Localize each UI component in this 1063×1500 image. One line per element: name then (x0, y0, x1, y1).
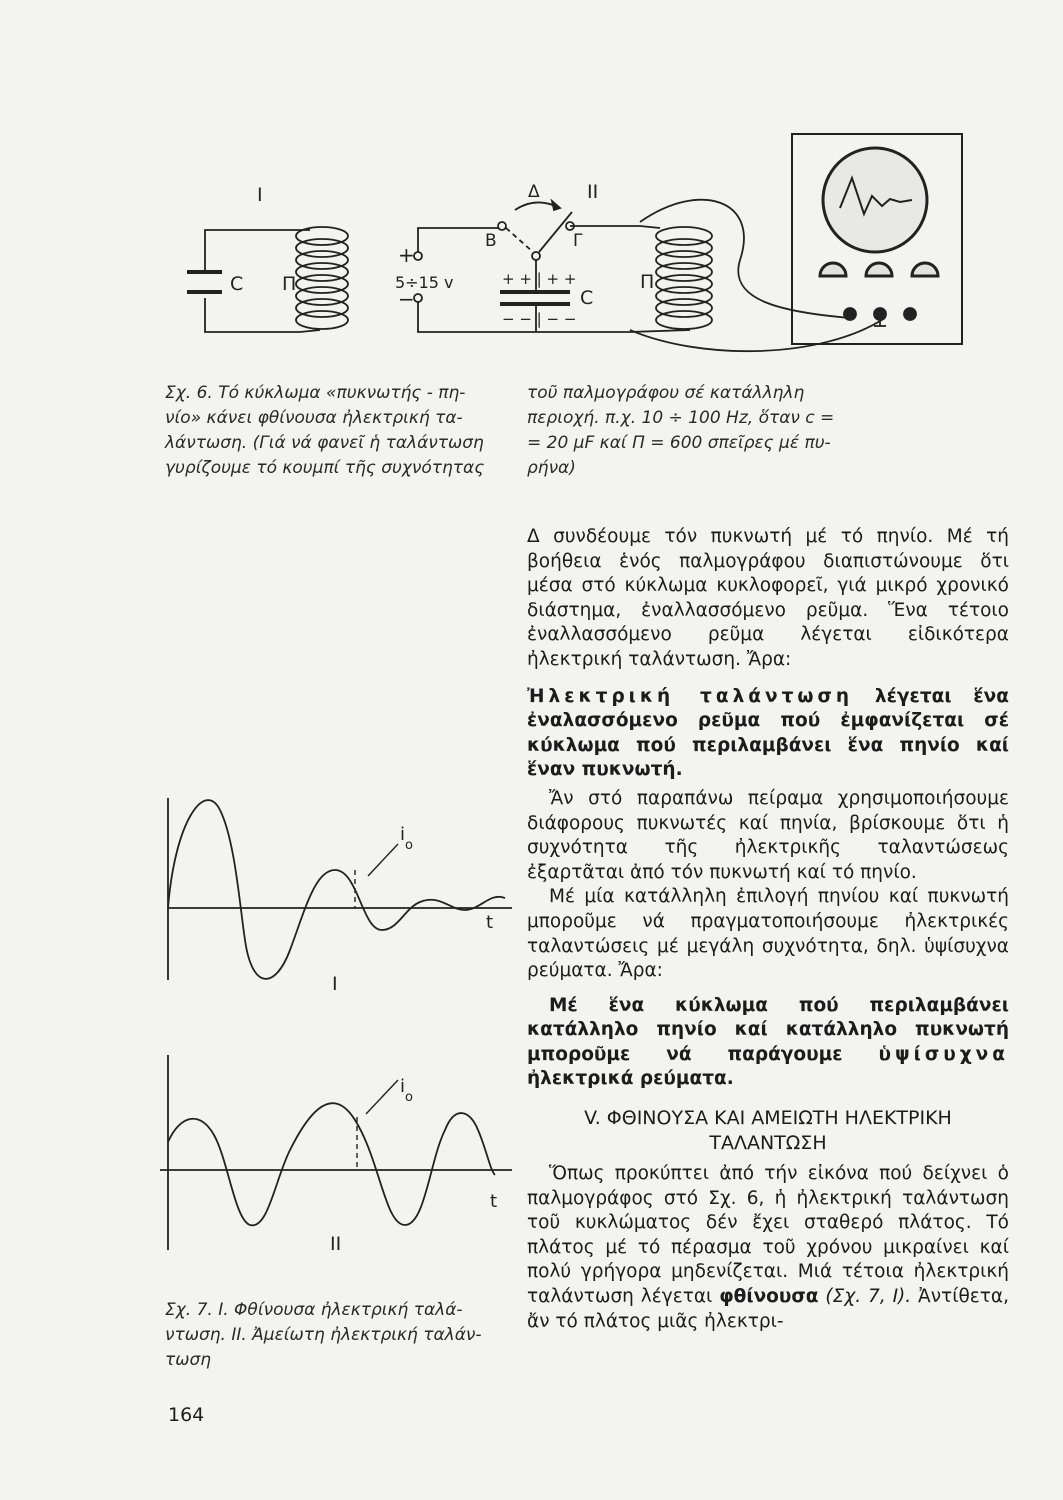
definition-end: ἠλεκτρικά ρεύματα. (527, 1068, 734, 1090)
figure-reference: (Σχ. 7, I). (825, 1286, 912, 1308)
fig7-t-bottom: t (490, 1191, 498, 1212)
section-heading-line-1: V. ΦΘΙΝΟΥΣΑ ΚΑΙ ΑΜΕΙΩΤΗ ΗΛΕΚΤΡΙΚΗ (584, 1107, 952, 1130)
definition-term: Ἠλεκτρική ταλάντωση (527, 685, 854, 707)
figure-6-circuit (0, 0, 1063, 380)
fig6-label-plus: + (398, 243, 415, 267)
definition-rest: λέγεται ἕνα ἐναλασσόμενο ρεῦμα πού ἐμφανίζεται σέ κύκλωμα πού περιλαμβάνει ἕνα πηνίο καί ἕναν πυκνωτή. (527, 685, 1009, 781)
fig6-label-B: Β (485, 231, 497, 251)
definition-term: ὑψίσυχνα (878, 1043, 1009, 1065)
caption-line: τωση (165, 1350, 212, 1370)
fig7-label-I: I (332, 973, 338, 995)
fig6-label-P-right: Π (640, 271, 655, 293)
section-heading (527, 1106, 1009, 1156)
definition-start: Μέ ἕνα κύκλωμα πού περιλαμβάνει κατάλληλο πηνίο καί κατάλληλο πυκνωτή μποροῦμε νά παράγουμε (527, 994, 1009, 1065)
definition-oscillation (527, 685, 1009, 783)
fig7-t-top: t (486, 912, 494, 933)
fig7-label-II: II (330, 1233, 342, 1255)
fig6-label-G: Γ (573, 231, 583, 251)
figure-6-caption-right (527, 381, 867, 481)
caption-line: ντωση. II. Ἀμείωτη ἠλεκτρική ταλάν- (165, 1325, 482, 1345)
fig6-label-minus: − (398, 287, 415, 311)
page-number: 164 (168, 1404, 205, 1426)
fig6-label-II: II (587, 181, 599, 203)
caption-line: = 20 μF καί Π = 600 σπεῖρες μέ πυ- (527, 433, 831, 453)
paragraph-4-end: Ἀντίθετα, ἄν τό πλάτος μιᾶς ἠλεκτρι- (527, 1286, 1009, 1332)
fig6-label-P-left: Π (282, 273, 297, 295)
caption-line: περιοχή. π.χ. 10 ÷ 100 Hz, ὅταν c = (527, 408, 835, 428)
undamped-wave (168, 1103, 498, 1225)
caption-line: Σχ. 7. I. Φθίνουσα ἠλεκτρική ταλά- (165, 1300, 463, 1320)
figure-6-caption-left (165, 381, 495, 481)
paragraph-1: Δ συνδέουμε τόν πυκνωτή μέ τό πηνίο. Μέ τή βοήθεια ἑνός παλμογράφου διαπιστώνουμε ὅτι μέσα στό κύκλωμα κυκλοφορεῖ, γιά μικρό χρονικό διάστημα, ἐναλλασσόμενο ρεῦμα. Ἕνα τέτοιο ἐναλλασσόμενο ρεῦμα λέγεται εἰδικότερα ἠλεκτρική ταλάντωση. Ἄρα: (527, 526, 1009, 670)
figure-7-caption (165, 1298, 505, 1373)
caption-line: γυρίζουμε τό κουμπί τῆς συχνότητας (165, 458, 485, 478)
fig6-label-plus-plates: + + | + + (502, 270, 577, 288)
fig6-label-I: I (257, 184, 263, 206)
paragraph-2: Ἄν στό παραπάνω πείραμα χρησιμοποιήσουμε διάφορους πυκνωτές καί πηνία, βρίσκουμε ὅτι ἡ συχνότητα τῆς ἠλεκτρικῆς ταλαντώσεως ἐξαρτᾶται ἀπό τόν πυκνωτή καί τό πηνίο. (527, 787, 1009, 883)
paragraph-4 (527, 1162, 1009, 1334)
fig7-io-bottom: $i_o$ (400, 1076, 413, 1105)
caption-line: λάντωση. (Γιά νά φανεῖ ἡ ταλάντωση (165, 433, 484, 453)
fig6-label-voltage: 5÷15 v (395, 273, 454, 292)
caption-line: τοῦ παλμογράφου σέ κατάλληλη (527, 383, 805, 403)
fig6-label-C-right: C (580, 287, 594, 309)
fig6-label-D: Δ (528, 182, 540, 202)
fig6-label-minus-plates: − − | − − (502, 310, 577, 328)
caption-line: ρήνα) (527, 458, 576, 478)
fig6-label-C-left: C (230, 273, 244, 295)
damped-wave (168, 800, 505, 979)
section-heading-line-2: ΤΑΛΑΝΤΩΣΗ (709, 1132, 827, 1155)
definition-high-frequency (527, 994, 1009, 1092)
term-damped: φθίνουσα (719, 1286, 819, 1308)
caption-line: νίο» κάνει φθίνουσα ἠλεκτρική τα- (165, 408, 463, 428)
fig7-io-top: $i_o$ (400, 824, 413, 853)
main-text-column (527, 525, 1009, 1334)
caption-line: Σχ. 6. Τό κύκλωμα «πυκνωτής - πη- (165, 383, 466, 403)
paragraph-4-start: Ὅπως προκύπτει ἀπό τήν εἰκόνα πού δείχνει ὁ παλμογράφος στό Σχ. 6, ἡ ἠλεκτρική ταλάντωση τοῦ κυκλώματος δέν ἔχει σταθερό πλάτος. Τό πλάτος μέ τό πέρασμα τοῦ χρόνου μικραίνει καί πολύ γρήγορα μηδενίζεται. Μιά τέτοια ἠλεκτρική ταλάντωση λέγεται (527, 1163, 1009, 1308)
figure-7-oscillations (0, 780, 530, 1300)
paragraph-3: Μέ μία κατάλληλη ἐπιλογή πηνίου καί πυκνωτή μποροῦμε νά πραγματοποιήσουμε ἠλεκτρικές ταλαντώσεις μέ μεγάλη συχνότητα, δηλ. ὑψίσυχνα ρεύματα. Ἄρα: (527, 886, 1009, 982)
